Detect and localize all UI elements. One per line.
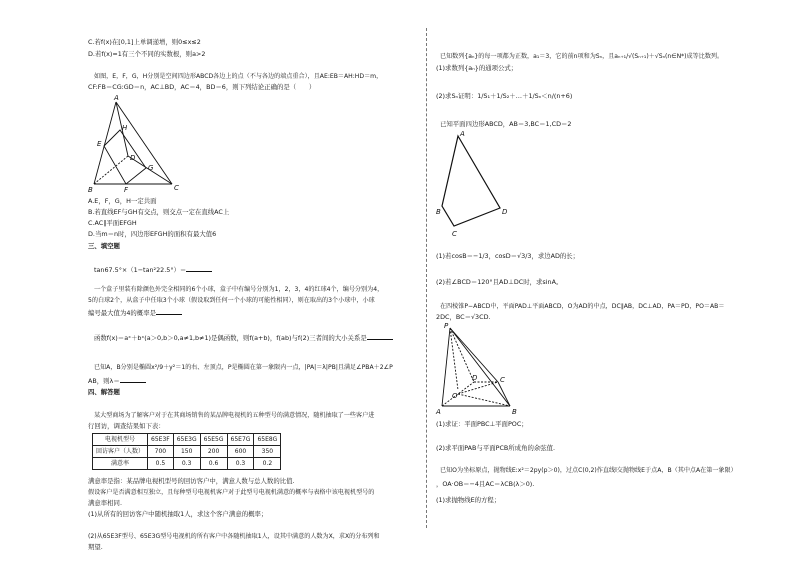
quadrilateral-efgh xyxy=(104,130,146,184)
quadrilateral-abcd xyxy=(442,136,500,226)
label-b: B xyxy=(512,408,517,416)
quadrilateral-figure xyxy=(436,130,516,240)
sequence-part2: (2)求Sₙ证明：1/S₁＋1/S₂＋…＋1/Sₙ＜n/(n+6) xyxy=(436,92,573,100)
label-p: P xyxy=(444,322,449,330)
edge-bd xyxy=(94,156,128,184)
parabola-question-line2: ，OA·OB＝−4且AC＝λCB(λ＞0). xyxy=(436,480,535,488)
label-b: B xyxy=(88,186,93,194)
solution-1-part1: (1)从所有的回访客户中随机抽取1人，求这个客户满意的概率； xyxy=(88,510,268,518)
pyramid-question-line2: 2DC，BC＝√3CD. xyxy=(436,313,491,321)
solution-1-part2-line1: (2)从65E3F型号、65E3G型号电视机的所有客户中各随机抽取1人，设其中满意的人数为X，求X的分布列和 xyxy=(88,533,380,540)
sequence-question: 已知数列{aₙ}的每一项都为正数，a₁＝3，它的前n项和为Sₙ，且aₙ₊₁/√(Sₙ₊₁)＋√Sₙ(n∈N*)成等比数列。 xyxy=(440,53,724,60)
fill-question-2-line3: 编号最大值为4的概率是 xyxy=(88,307,182,318)
fill-question-4-line2: AB，则λ＝ xyxy=(88,375,146,386)
solution-1-line2: 行回访，调查结果如下表： xyxy=(88,422,165,430)
section-solutions: 四、解答题 xyxy=(88,388,120,396)
label-h: H xyxy=(122,124,128,132)
pyramid-question-line1: 在四棱锥P−ABCD中，平面PAD⊥平面ABCD，O为AD的中点，DC∥AB，DC⊥AD，PA＝PD，PO＝AB＝ xyxy=(440,303,725,310)
pyramid-part1: (1)求证：平面PBC⊥平面POC； xyxy=(436,420,528,428)
column-divider xyxy=(426,28,428,528)
solution-1-part2-line2: 期望. xyxy=(88,543,103,551)
edge-ac xyxy=(116,102,172,184)
fill-question-1: tan67.5°×（1−tan²22.5°）＝ xyxy=(94,264,212,275)
fill-question-3: 函数f(x)＝aˣ＋bˣ(a＞0,b＞0,a≠1,b≠1)是偶函数，则f(a+b)，f(ab)与f(2)三者间的大小关系是 xyxy=(94,332,393,343)
option-c: C.若f(x)在[0,1]上单调递增，则0≤x≤2 xyxy=(88,38,201,46)
label-d: D xyxy=(502,208,508,216)
label-a: A xyxy=(460,130,465,138)
q9-option-d: D.当m＝n时，四边形EFGH的面积有最大值6 xyxy=(88,230,217,238)
parabola-question-line1: 已知O为坐标原点，抛物线E:x²＝2py(p＞0)，过点C(0,2)作直线l交抛物线E于点A，B（其中点A在第一象限） xyxy=(440,467,737,474)
table-row: 满意率 0.5 0.3 0.6 0.3 0.2 xyxy=(93,458,281,470)
answer-blank xyxy=(186,264,212,272)
table-row: 回访客户（人数） 700 150 200 600 350 xyxy=(93,446,281,458)
fill-question-2-line1: 一个盒子里装有除颜色外完全相同的6个小球，盒子中有编号分别为1，2，3，4的红球4个，编号分别为4， xyxy=(94,286,384,293)
tetrahedron-figure xyxy=(88,94,188,194)
label-g: G xyxy=(148,164,154,172)
label-d: D xyxy=(472,374,478,382)
label-e: E xyxy=(97,140,102,148)
label-f: F xyxy=(124,186,129,194)
pyramid-part2: (2)求平面PAB与平面PCB所成角的余弦值. xyxy=(436,444,556,452)
fill-question-2-line2: 5的白球2个，从盒子中任取3个小球（假设取到任何一个小球的可能性相同），则在取出的3个小球中，小球 xyxy=(88,297,375,304)
quadrilateral-question: 已知平面四边形ABCD，AB＝3,BC＝1,CD＝2 xyxy=(440,120,572,128)
question-9-line1: 如图，E，F，G，H分别是空间四边形ABCD各边上的点（不与各边的端点重合），且AE:EB＝AH:HD＝m， xyxy=(94,73,383,80)
label-o: O xyxy=(452,392,458,400)
label-d: D xyxy=(130,154,136,162)
solution-1-note1: 满意率是指：某品牌电视机型号的回访客户中，满意人数与总人数的比值. xyxy=(88,477,295,485)
sequence-part1: (1)求数列{aₙ}的通项公式； xyxy=(436,64,518,72)
label-c: C xyxy=(174,184,179,192)
label-c: C xyxy=(452,230,457,238)
table-header-row: 电视机型号 65E3F 65E3G 65E5G 65E7G 65E8G xyxy=(93,434,281,446)
answer-blank xyxy=(156,307,182,315)
solution-1-note3: 满意率相同. xyxy=(88,499,122,507)
answer-blank xyxy=(367,332,393,340)
option-d: D.若f(x)=1有三个不同的实数根，则a>2 xyxy=(88,50,206,58)
solution-1-note2: 假设客户是否满意相互独立，且每种型号电视机客户对于此型号电视机满意的概率与表格中该电视机型号的 xyxy=(88,489,375,496)
quadrilateral-part2: (2)若∠BCD＝120°且AD⊥DC时，求sinA。 xyxy=(436,278,563,286)
pyramid-figure xyxy=(436,324,521,416)
q9-option-c: C.AC∥平面EFGH xyxy=(88,219,137,227)
quadrilateral-part1: (1)若cosB＝−1/3，cosD＝√3/3，求边AD的长； xyxy=(436,252,580,260)
section-fill-in: 三、填空题 xyxy=(88,242,120,250)
parabola-part1: (1)求抛物线E的方程； xyxy=(436,496,501,504)
label-b: B xyxy=(436,208,441,216)
survey-table xyxy=(92,433,281,470)
label-c: C xyxy=(500,376,505,384)
q9-option-a: A.E，F，G，H一定共面 xyxy=(88,197,157,205)
label-a: A xyxy=(436,408,441,416)
q9-option-b: B.若直线EF与GH有交点，则交点一定在直线AC上 xyxy=(88,208,230,216)
label-a: A xyxy=(114,94,119,102)
answer-blank xyxy=(120,375,146,383)
question-9-line2: CF:FB＝CG:GD＝n，AC⊥BD，AC＝4，BD＝6，则下列结论正确的是（ ） xyxy=(88,83,316,91)
fill-question-4-line1: 已知A，B分别是椭圆x²/9＋y²＝1的右、左顶点，P是椭圆在第一象限内一点，|PA|＝λ|PB|且满足∠PBA＋2∠P xyxy=(94,364,393,371)
solution-1-line1: 某大型商场为了解客户对于在其商场销售的某品牌电视机的五种型号的满意情况，随机抽取了一些客户进 xyxy=(94,412,375,419)
